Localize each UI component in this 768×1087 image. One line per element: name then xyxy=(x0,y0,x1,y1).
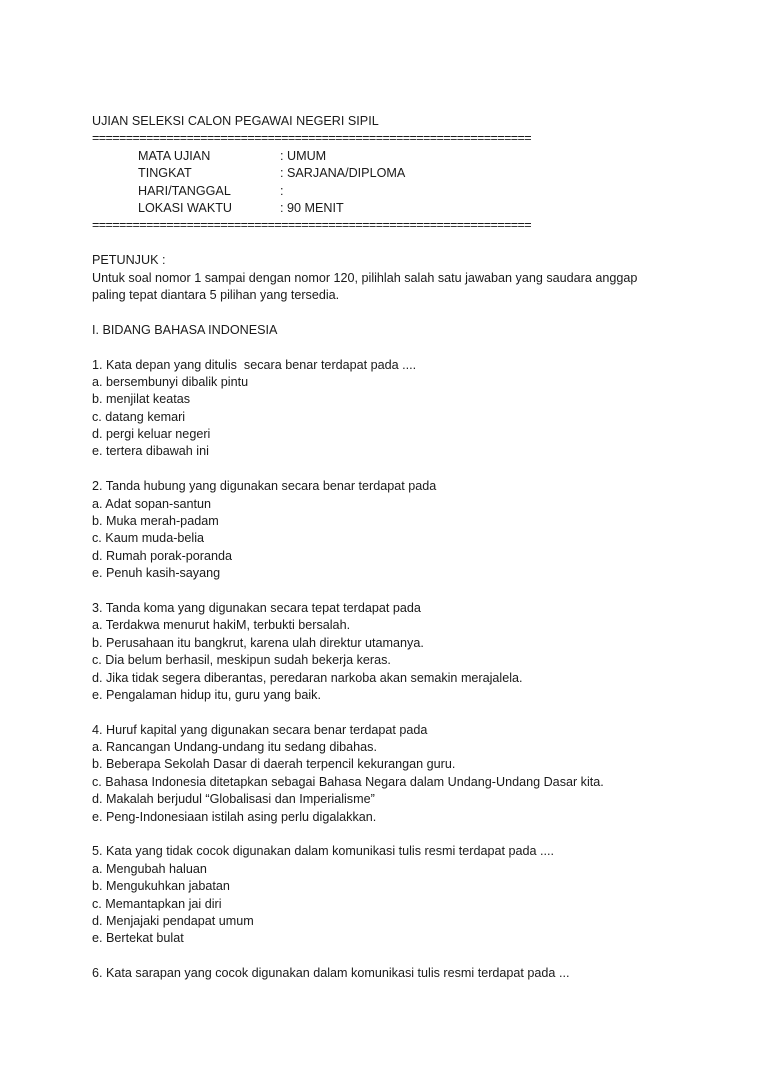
instructions-heading: PETUNJUK : xyxy=(92,253,166,268)
answer-option: a. Terdakwa menurut hakiM, terbukti bersalah. xyxy=(92,618,351,633)
answer-option: c. Dia belum berhasil, meskipun sudah bekerja keras. xyxy=(92,653,391,668)
answer-option: c. Kaum muda-belia xyxy=(92,531,204,546)
question-item xyxy=(92,600,742,722)
meta-row-date xyxy=(92,183,742,200)
meta-value: : UMUM xyxy=(280,148,327,163)
meta-key: MATA UJIAN xyxy=(138,148,211,163)
meta-value: : 90 MENIT xyxy=(280,200,344,215)
instructions-text: Untuk soal nomor 1 sampai dengan nomor 120, pilihlah salah satu jawaban yang saudara anggap paling tepat diantara 5 pilihan yang tersedia. xyxy=(92,270,638,302)
answer-option: e. Bertekat bulat xyxy=(92,931,184,946)
exam-title: UJIAN SELEKSI CALON PEGAWAI NEGERI SIPIL xyxy=(92,114,379,128)
meta-key: TINGKAT xyxy=(138,166,192,181)
question-item xyxy=(92,357,742,479)
answer-option: e. Peng-Indonesiaan istilah asing perlu digalakkan. xyxy=(92,809,377,824)
answer-option: d. Rumah porak-poranda xyxy=(92,548,233,563)
question-list xyxy=(92,357,742,983)
meta-key: HARI/TANGGAL xyxy=(138,183,231,198)
answer-option: e. Penuh kasih-sayang xyxy=(92,566,221,581)
meta-row-level xyxy=(92,165,742,182)
answer-option: a. Mengubah haluan xyxy=(92,861,207,876)
question-text: 4. Huruf kapital yang digunakan secara benar terdapat pada xyxy=(92,722,428,737)
question-item xyxy=(92,965,742,982)
meta-value: : SARJANA/DIPLOMA xyxy=(280,166,406,181)
answer-option: d. pergi keluar negeri xyxy=(92,427,211,442)
answer-option: c. Memantapkan jai diri xyxy=(92,896,222,911)
answer-option: e. tertera dibawah ini xyxy=(92,444,209,459)
answer-option: d. Jika tidak segera diberantas, peredaran narkoba akan semakin merajalela. xyxy=(92,670,523,685)
answer-option: b. Perusahaan itu bangkrut, karena ulah direktur utamanya. xyxy=(92,635,424,650)
answer-option: a. Rancangan Undang-undang itu sedang dibahas. xyxy=(92,740,377,755)
answer-option: b. Mengukuhkan jabatan xyxy=(92,879,230,894)
question-text: 1. Kata depan yang ditulis secara benar terdapat pada .... xyxy=(92,357,417,372)
answer-option: a. Adat sopan-santun xyxy=(92,496,212,511)
meta-row-time xyxy=(92,200,742,217)
answer-option: d. Menjajaki pendapat umum xyxy=(92,914,254,928)
question-text: 6. Kata sarapan yang cocok digunakan dalam komunikasi tulis resmi terdapat pada ... xyxy=(92,966,570,981)
meta-row-subject xyxy=(92,148,742,165)
meta-value: : xyxy=(280,183,284,198)
question-text: 5. Kata yang tidak cocok digunakan dalam komunikasi tulis resmi terdapat pada .... xyxy=(92,844,555,859)
question-item xyxy=(92,843,742,965)
answer-option: b. menjilat keatas xyxy=(92,392,191,407)
meta-key: LOKASI WAKTU xyxy=(138,200,233,215)
answer-option: d. Makalah berjudul “Globalisasi dan Imperialisme” xyxy=(92,792,375,807)
question-text: 3. Tanda koma yang digunakan secara tepat terdapat pada xyxy=(92,600,421,615)
section-title: I. BIDANG BAHASA INDONESIA xyxy=(92,322,278,337)
answer-option: e. Pengalaman hidup itu, guru yang baik. xyxy=(92,687,321,702)
answer-option: b. Beberapa Sekolah Dasar di daerah terpencil kekurangan guru. xyxy=(92,757,456,772)
question-item xyxy=(92,722,742,844)
exam-document xyxy=(92,113,742,983)
answer-option: c. datang kemari xyxy=(92,409,186,424)
answer-option: c. Bahasa Indonesia ditetapkan sebagai Bahasa Negara dalam Undang-Undang Dasar kita. xyxy=(92,774,604,789)
answer-option: a. bersembunyi dibalik pintu xyxy=(92,374,249,389)
bottom-divider: ================================================================= xyxy=(92,218,532,233)
question-item xyxy=(92,478,742,600)
top-divider: ================================================================= xyxy=(92,131,532,146)
answer-option: b. Muka merah-padam xyxy=(92,514,219,529)
question-text: 2. Tanda hubung yang digunakan secara benar terdapat pada xyxy=(92,479,437,494)
